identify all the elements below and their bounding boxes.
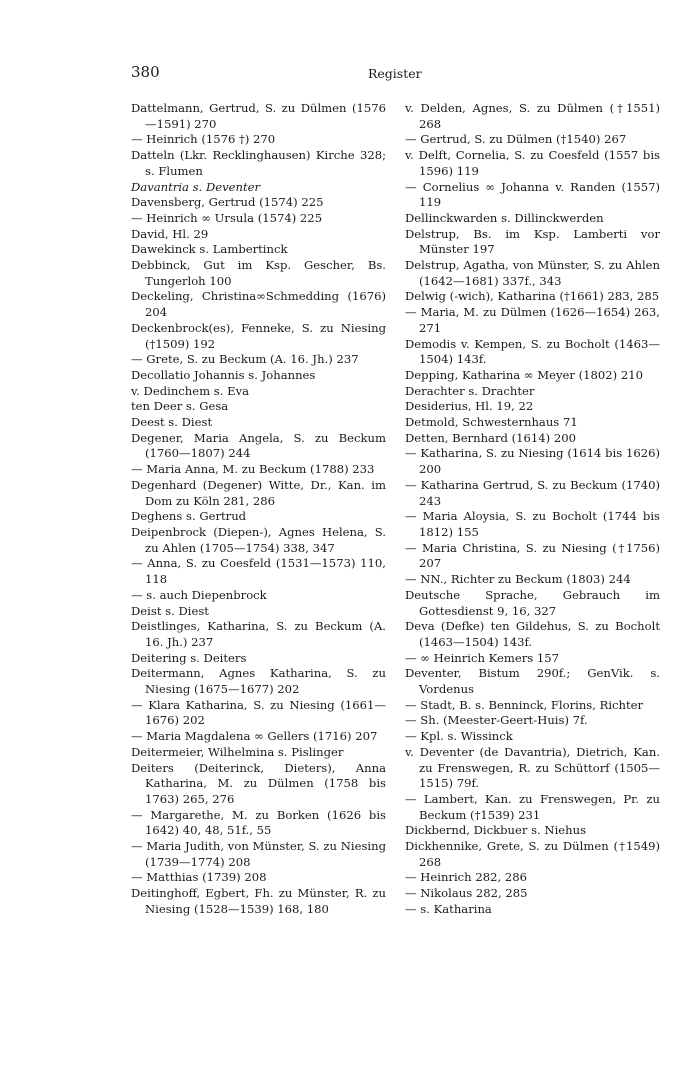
index-entry: — Maria, M. zu Dülmen (1626—1654) 263, 271 <box>405 305 660 335</box>
index-entry: — Sh. (Meester-Geert-Huis) 7f. <box>405 713 588 728</box>
index-entry: — Kpl. s. Wissinck <box>405 729 513 744</box>
page-number: 380 <box>131 63 160 81</box>
index-entry: — Maria Judith, von Münster, S. zu Niesing (1739—1774) 208 <box>131 839 386 869</box>
index-entry: Deva (Defke) ten Gildehus, S. zu Bocholt (1463—1504) 143f. <box>405 619 660 649</box>
index-entry: David, Hl. 29 <box>131 226 209 241</box>
index-entry: — Anna, S. zu Coesfeld (1531—1573) 110, 118 <box>131 556 386 587</box>
index-entry: Dickbernd, Dickbuer s. Niehus <box>405 823 587 838</box>
index-entry: Debbinck, Gut im Ksp. Gescher, Bs. Tungerloh 100 <box>131 258 386 288</box>
index-entry: Deest s. Diest <box>131 415 213 430</box>
index-entry: — Maria Christina, S. zu Niesing (†1756) 207 <box>405 540 660 571</box>
index-entry: Deiters (Deiterinck, Dieters), Anna Katharina, M. zu Dülmen (1758 bis 1763) 265, 276 <box>131 760 386 806</box>
index-entry: — Katharina Gertrud, S. zu Beckum (1740) 243 <box>405 477 660 508</box>
index-entry: Detmold, Schwesternhaus 71 <box>405 415 578 430</box>
index-entry: — Klara Katharina, S. zu Niesing (1661—1676) 202 <box>131 697 386 728</box>
index-entry: Deckeling, Christina∞Schmedding (1676) 204 <box>131 289 386 320</box>
index-entry: Dickhennike, Grete, S. zu Dülmen (†1549) 268 <box>405 839 660 869</box>
index-column-right <box>405 101 660 918</box>
index-entry: Datteln (Lkr. Recklinghausen) Kirche 328; s. Flumen <box>131 148 386 178</box>
index-entry: Deipenbrock (Diepen-), Agnes Helena, S. zu Ahlen (1705—1754) 338, 347 <box>131 524 386 555</box>
index-entry: Delwig (-wich), Katharina (†1661) 283, 285 <box>405 289 660 304</box>
index-entry: Dellinckwarden s. Dillinckwerden <box>405 210 604 225</box>
index-entry: v. Deventer (de Davantria), Dietrich, Kan. zu Frenswegen, R. zu Schüttorf (1505—1515) 79f. <box>405 744 660 791</box>
index-entry: ten Deer s. Gesa <box>131 399 229 414</box>
index-entry: Deutsche Sprache, Gebrauch im Gottesdienst 9, 16, 327 <box>405 587 660 618</box>
index-entry: v. Delden, Agnes, S. zu Dülmen (†1551) 268 <box>405 101 660 131</box>
index-entry: Deventer, Bistum 290f.; GenVik. s. Vordenus <box>405 666 660 697</box>
index-entry: — Grete, S. zu Beckum (A. 16. Jh.) 237 <box>131 352 359 367</box>
index-entry: Deitermeier, Wilhelmina s. Pislinger <box>131 744 344 759</box>
index-entry: — Heinrich ∞ Ursula (1574) 225 <box>131 210 323 225</box>
index-entry: — Maria Magdalena ∞ Gellers (1716) 207 <box>131 729 378 744</box>
index-entry: Depping, Katharina ∞ Meyer (1802) 210 <box>405 367 643 382</box>
index-entry: — Gertrud, S. zu Dülmen (†1540) 267 <box>405 132 627 147</box>
index-entry: — ∞ Heinrich Kemers 157 <box>405 650 560 665</box>
index-entry: Deitering s. Deiters <box>131 650 247 665</box>
index-entry: Desiderius, Hl. 19, 22 <box>405 399 534 414</box>
running-head: Register <box>368 66 422 81</box>
index-entry: — Margarethe, M. zu Borken (1626 bis 1642) 40, 48, 51f., 55 <box>131 807 386 838</box>
index-entry: — s. auch Diepenbrock <box>131 587 267 602</box>
index-column-left <box>131 101 386 918</box>
index-entry: Davantria s. Deventer <box>131 179 261 194</box>
index-entry: — Cornelius ∞ Johanna v. Randen (1557) 119 <box>405 179 660 210</box>
index-entry: — Heinrich 282, 286 <box>405 870 527 885</box>
index-entry: v. Delft, Cornelia, S. zu Coesfeld (1557 bis 1596) 119 <box>405 148 660 178</box>
index-entry: — NN., Richter zu Beckum (1803) 244 <box>405 572 631 587</box>
index-entry: — s. Katharina <box>405 901 492 916</box>
index-entry: — Heinrich (1576 †) 270 <box>131 132 276 147</box>
index-entry: Demodis v. Kempen, S. zu Bocholt (1463—1504) 143f. <box>405 336 660 367</box>
index-entry: Derachter s. Drachter <box>405 383 535 398</box>
index-entry: — Nikolaus 282, 285 <box>405 886 528 901</box>
index-entry: Degenhard (Degener) Witte, Dr., Kan. im Dom zu Köln 281, 286 <box>131 477 386 508</box>
index-entry: Decollatio Johannis s. Johannes <box>131 367 316 382</box>
index-entry: Deist s. Diest <box>131 603 209 618</box>
index-entry: — Stadt, B. s. Benninck, Florins, Richter <box>405 697 644 712</box>
index-entry: Deistlinges, Katharina, S. zu Beckum (A. 16. Jh.) 237 <box>131 619 386 649</box>
index-entry: — Katharina, S. zu Niesing (1614 bis 1626) 200 <box>405 446 660 477</box>
index-entry: Deitinghoff, Egbert, Fh. zu Münster, R. zu Niesing (1528—1539) 168, 180 <box>131 886 386 916</box>
index-entry: Deckenbrock(es), Fenneke, S. zu Niesing (†1509) 192 <box>131 320 386 351</box>
index-entry: Davensberg, Gertrud (1574) 225 <box>131 195 324 210</box>
index-entry: v. Dedinchem s. Eva <box>131 383 250 398</box>
index-entry: Delstrup, Agatha, von Münster, S. zu Ahlen (1642—1681) 337f., 343 <box>405 258 660 288</box>
index-entry: Deitermann, Agnes Katharina, S. zu Niesing (1675—1677) 202 <box>131 666 386 697</box>
index-entry: — Maria Anna, M. zu Beckum (1788) 233 <box>131 462 375 477</box>
index-entry: Dattelmann, Gertrud, S. zu Dülmen (1576—1591) 270 <box>131 101 386 131</box>
index-entry: — Maria Aloysia, S. zu Bocholt (1744 bis 1812) 155 <box>405 509 660 539</box>
index-entry: — Lambert, Kan. zu Frenswegen, Pr. zu Beckum (†1539) 231 <box>405 791 660 822</box>
index-entry: Degener, Maria Angela, S. zu Beckum (1760—1807) 244 <box>131 430 386 461</box>
index-entry: Detten, Bernhard (1614) 200 <box>405 430 576 445</box>
index-entry: Delstrup, Bs. im Ksp. Lamberti vor Münster 197 <box>405 226 660 257</box>
index-entry: — Matthias (1739) 208 <box>131 870 267 885</box>
index-entry: Deghens s. Gertrud <box>131 509 247 524</box>
index-entry: Dawekinck s. Lambertinck <box>131 242 288 257</box>
